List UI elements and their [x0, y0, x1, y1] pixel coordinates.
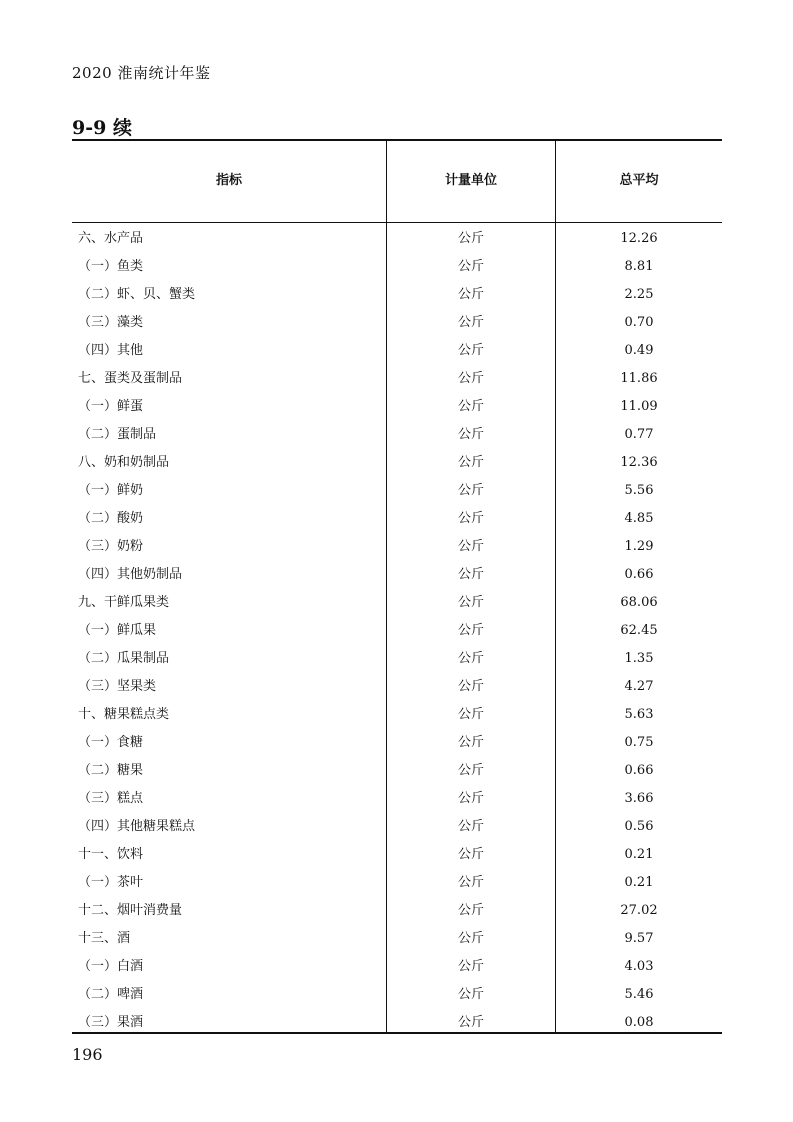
row-unit: 公斤: [457, 819, 484, 834]
row-indicator: （三）奶粉: [78, 539, 144, 554]
table-row: [72, 757, 722, 785]
row-average-value: 62.45: [620, 623, 658, 638]
table-row: [72, 701, 722, 729]
row-average-value: 1.35: [624, 651, 654, 666]
row-average-value: 0.21: [624, 875, 654, 890]
row-average-value: 12.36: [620, 455, 658, 470]
row-unit: 公斤: [457, 511, 484, 526]
row-unit: 公斤: [457, 343, 484, 358]
row-average-value: 0.77: [624, 427, 654, 442]
table-row: [72, 337, 722, 365]
row-average-value: 0.75: [624, 735, 654, 750]
table-row: [72, 953, 722, 981]
row-average-value: 1.29: [624, 539, 654, 554]
row-average-value: 0.56: [624, 819, 654, 834]
row-unit: 公斤: [457, 399, 484, 414]
table-row: [72, 841, 722, 869]
row-unit: 公斤: [457, 959, 484, 974]
row-indicator: （一）鲜瓜果: [78, 623, 157, 638]
row-average-value: 2.25: [624, 287, 654, 302]
row-average-value: 0.21: [624, 847, 654, 862]
row-unit: 公斤: [457, 875, 484, 890]
table-row: [72, 309, 722, 337]
table-row: [72, 533, 722, 561]
row-average-value: 4.03: [624, 959, 654, 974]
column-header-average: 总平均: [619, 173, 659, 188]
row-indicator: 九、干鲜瓜果类: [78, 595, 170, 610]
row-indicator: （三）藻类: [78, 315, 144, 330]
table-row: [72, 617, 722, 645]
row-average-value: 11.09: [620, 399, 658, 414]
row-indicator: （二）啤酒: [78, 987, 144, 1002]
row-indicator: （一）白酒: [78, 959, 144, 974]
row-average-value: 0.70: [624, 315, 654, 330]
table-body: [72, 225, 722, 1037]
table-row: [72, 505, 722, 533]
row-average-value: 5.56: [624, 483, 654, 498]
row-average-value: 12.26: [620, 231, 658, 246]
column-header-indicator: 指标: [215, 173, 242, 188]
row-indicator: 六、水产品: [78, 231, 144, 246]
row-unit: 公斤: [457, 595, 484, 610]
row-average-value: 68.06: [620, 595, 658, 610]
book-title: 2020 淮南统计年鉴: [72, 64, 211, 82]
row-indicator: （三）糕点: [78, 791, 144, 806]
row-unit: 公斤: [457, 1015, 484, 1030]
row-indicator: 七、蛋类及蛋制品: [78, 371, 183, 386]
table-row: [72, 225, 722, 253]
row-unit: 公斤: [457, 903, 484, 918]
row-average-value: 0.66: [624, 567, 654, 582]
row-indicator: （二）酸奶: [78, 511, 144, 526]
row-indicator: （一）茶叶: [78, 875, 144, 890]
row-unit: 公斤: [457, 539, 484, 554]
row-indicator: （二）糖果: [78, 763, 144, 778]
row-indicator: （一）鲜奶: [78, 483, 144, 498]
row-indicator: （四）其他糖果糕点: [78, 819, 196, 834]
table-row: [72, 645, 722, 673]
table-row: [72, 785, 722, 813]
table-row: [72, 813, 722, 841]
table-title: 9-9 续: [72, 117, 132, 139]
row-unit: 公斤: [457, 987, 484, 1002]
table-row: [72, 449, 722, 477]
row-indicator: （三）坚果类: [78, 679, 157, 694]
row-unit: 公斤: [457, 371, 484, 386]
row-indicator: （一）鱼类: [78, 259, 144, 274]
row-indicator: 十三、酒: [78, 931, 131, 946]
row-average-value: 0.08: [624, 1015, 654, 1030]
row-unit: 公斤: [457, 455, 484, 470]
row-unit: 公斤: [457, 315, 484, 330]
row-indicator: （二）虾、贝、蟹类: [78, 287, 196, 302]
row-indicator: （一）鲜蛋: [78, 399, 144, 414]
table-row: [72, 981, 722, 1009]
table-row: [72, 421, 722, 449]
row-unit: 公斤: [457, 735, 484, 750]
row-indicator: （四）其他: [78, 343, 144, 358]
column-header-unit: 计量单位: [444, 173, 497, 188]
row-average-value: 4.85: [624, 511, 654, 526]
row-indicator: （一）食糖: [78, 735, 144, 750]
row-unit: 公斤: [457, 791, 484, 806]
table-row: [72, 925, 722, 953]
row-unit: 公斤: [457, 567, 484, 582]
row-indicator: （四）其他奶制品: [78, 567, 183, 582]
table-row: [72, 589, 722, 617]
row-average-value: 0.66: [624, 763, 654, 778]
row-unit: 公斤: [457, 707, 484, 722]
table-row: [72, 281, 722, 309]
page-number: 196: [72, 1045, 103, 1064]
row-indicator: 十二、烟叶消费量: [78, 903, 183, 918]
table-row: [72, 393, 722, 421]
row-average-value: 4.27: [624, 679, 654, 694]
row-average-value: 9.57: [624, 931, 654, 946]
row-unit: 公斤: [457, 847, 484, 862]
table-row: [72, 477, 722, 505]
row-indicator: 八、奶和奶制品: [78, 455, 170, 470]
row-unit: 公斤: [457, 623, 484, 638]
table-row: [72, 897, 722, 925]
row-unit: 公斤: [457, 483, 484, 498]
row-unit: 公斤: [457, 287, 484, 302]
row-unit: 公斤: [457, 763, 484, 778]
row-unit: 公斤: [457, 651, 484, 666]
table-header: [72, 141, 722, 223]
row-average-value: 0.49: [624, 343, 654, 358]
row-indicator: （二）瓜果制品: [78, 651, 170, 666]
table-row: [72, 869, 722, 897]
row-unit: 公斤: [457, 231, 484, 246]
row-unit: 公斤: [457, 427, 484, 442]
row-unit: 公斤: [457, 931, 484, 946]
table-row: [72, 1009, 722, 1037]
table-row: [72, 673, 722, 701]
table-row: [72, 561, 722, 589]
row-average-value: 27.02: [620, 903, 658, 918]
row-indicator: 十一、饮料: [78, 847, 144, 862]
row-indicator: （二）蛋制品: [78, 427, 157, 442]
row-indicator: 十、糖果糕点类: [78, 707, 170, 722]
row-average-value: 5.46: [624, 987, 654, 1002]
statistics-table: [72, 139, 722, 1034]
table-row: [72, 253, 722, 281]
row-average-value: 11.86: [620, 371, 658, 386]
row-unit: 公斤: [457, 259, 484, 274]
table-row: [72, 729, 722, 757]
row-average-value: 5.63: [624, 707, 654, 722]
row-average-value: 8.81: [624, 259, 654, 274]
row-unit: 公斤: [457, 679, 484, 694]
row-average-value: 3.66: [624, 791, 654, 806]
table-row: [72, 365, 722, 393]
row-indicator: （三）果酒: [78, 1015, 144, 1030]
